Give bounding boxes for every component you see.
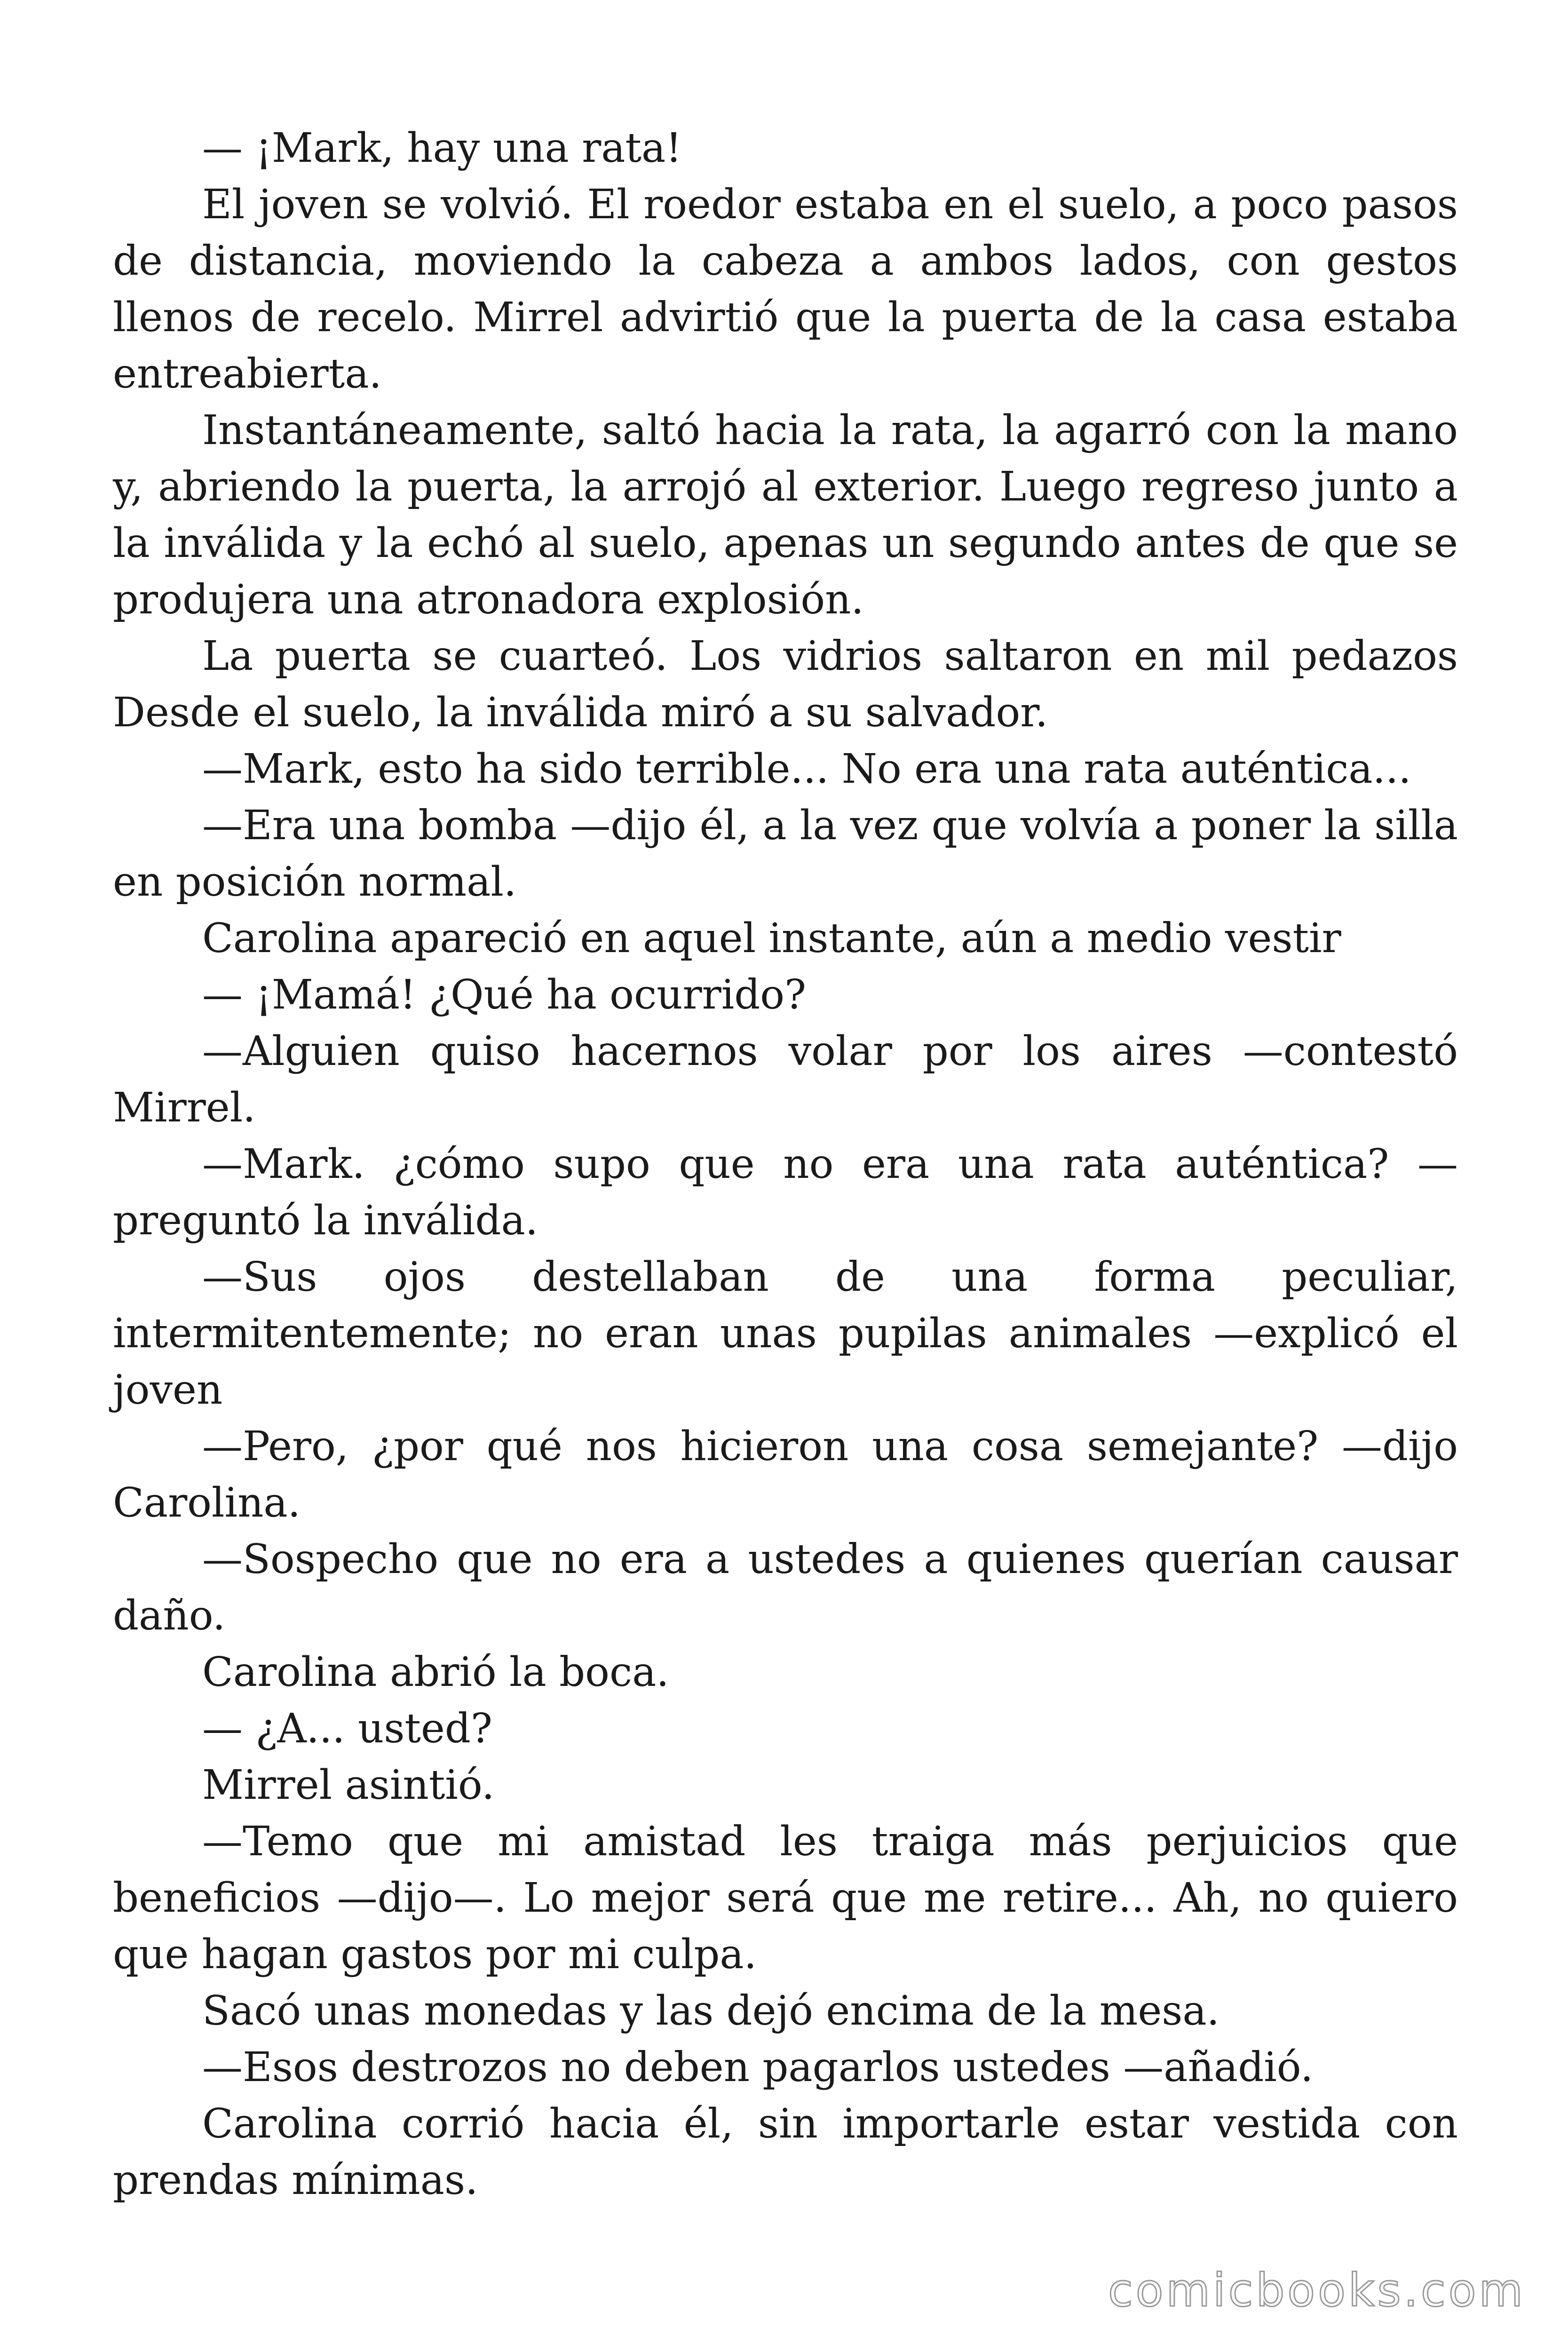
paragraph: — ¿A... usted? bbox=[202, 1705, 493, 1752]
paragraph: — ¡Mark, hay una rata! bbox=[202, 125, 682, 172]
paragraph: Sacó unas monedas y las dejó encima de la mesa. bbox=[202, 1987, 1220, 2034]
paragraph: —Era una bomba —dijo él, a la vez que volvía a poner la silla en posición normal. bbox=[113, 802, 1458, 906]
paragraph: —Alguien quiso hacernos volar por los aires —contestó Mirrel. bbox=[113, 1028, 1458, 1131]
book-page bbox=[113, 120, 1458, 2209]
paragraph: —Sus ojos destellaban de una forma peculiar, intermitentemente; no eran unas pupilas animales —explicó el joven bbox=[113, 1254, 1458, 1414]
paragraph: — ¡Mamá! ¿Qué ha ocurrido? bbox=[202, 971, 807, 1018]
paragraph: El joven se volvió. El roedor estaba en el suelo, a poco pasos de distancia, moviendo la cabeza a ambos lados, con gestos llenos de recelo. Mirrel advirtió que la puerta de la casa estaba entreabierta. bbox=[113, 181, 1458, 397]
paragraph: Instantáneamente, saltó hacia la rata, la agarró con la mano y, abriendo la puerta, la arrojó al exterior. Luego regreso junto a la inválida y la echó al suelo, apenas un segundo antes de que se produjera una atronadora explosión. bbox=[113, 407, 1458, 623]
watermark: comicbooks.com bbox=[1108, 2264, 1526, 2317]
paragraph: Carolina corrió hacia él, sin importarle estar vestida con prendas mínimas. bbox=[113, 2100, 1458, 2204]
paragraph: —Pero, ¿por qué nos hicieron una cosa semejante? —dijo Carolina. bbox=[113, 1423, 1458, 1526]
paragraph: Carolina apareció en aquel instante, aún a medio vestir bbox=[202, 915, 1341, 962]
paragraph: Mirrel asintió. bbox=[202, 1762, 495, 1809]
paragraph: Carolina abrió la boca. bbox=[202, 1649, 669, 1696]
paragraph: —Sospecho que no era a ustedes a quienes querían causar daño. bbox=[113, 1536, 1458, 1639]
paragraph: —Mark. ¿cómo supo que no era una rata auténtica? —preguntó la inválida. bbox=[113, 1141, 1458, 1244]
paragraph: —Esos destrozos no deben pagarlos ustedes —añadió. bbox=[202, 2044, 1314, 2091]
paragraph: La puerta se cuarteó. Los vidrios saltaron en mil pedazos Desde el suelo, la inválida miró a su salvador. bbox=[113, 633, 1458, 736]
paragraph: —Mark, esto ha sido terrible... No era una rata auténtica... bbox=[202, 746, 1411, 793]
paragraph: —Temo que mi amistad les traiga más perjuicios que beneficios —dijo—. Lo mejor será que me retire... Ah, no quiero que hagan gastos por mi culpa. bbox=[113, 1818, 1458, 1978]
